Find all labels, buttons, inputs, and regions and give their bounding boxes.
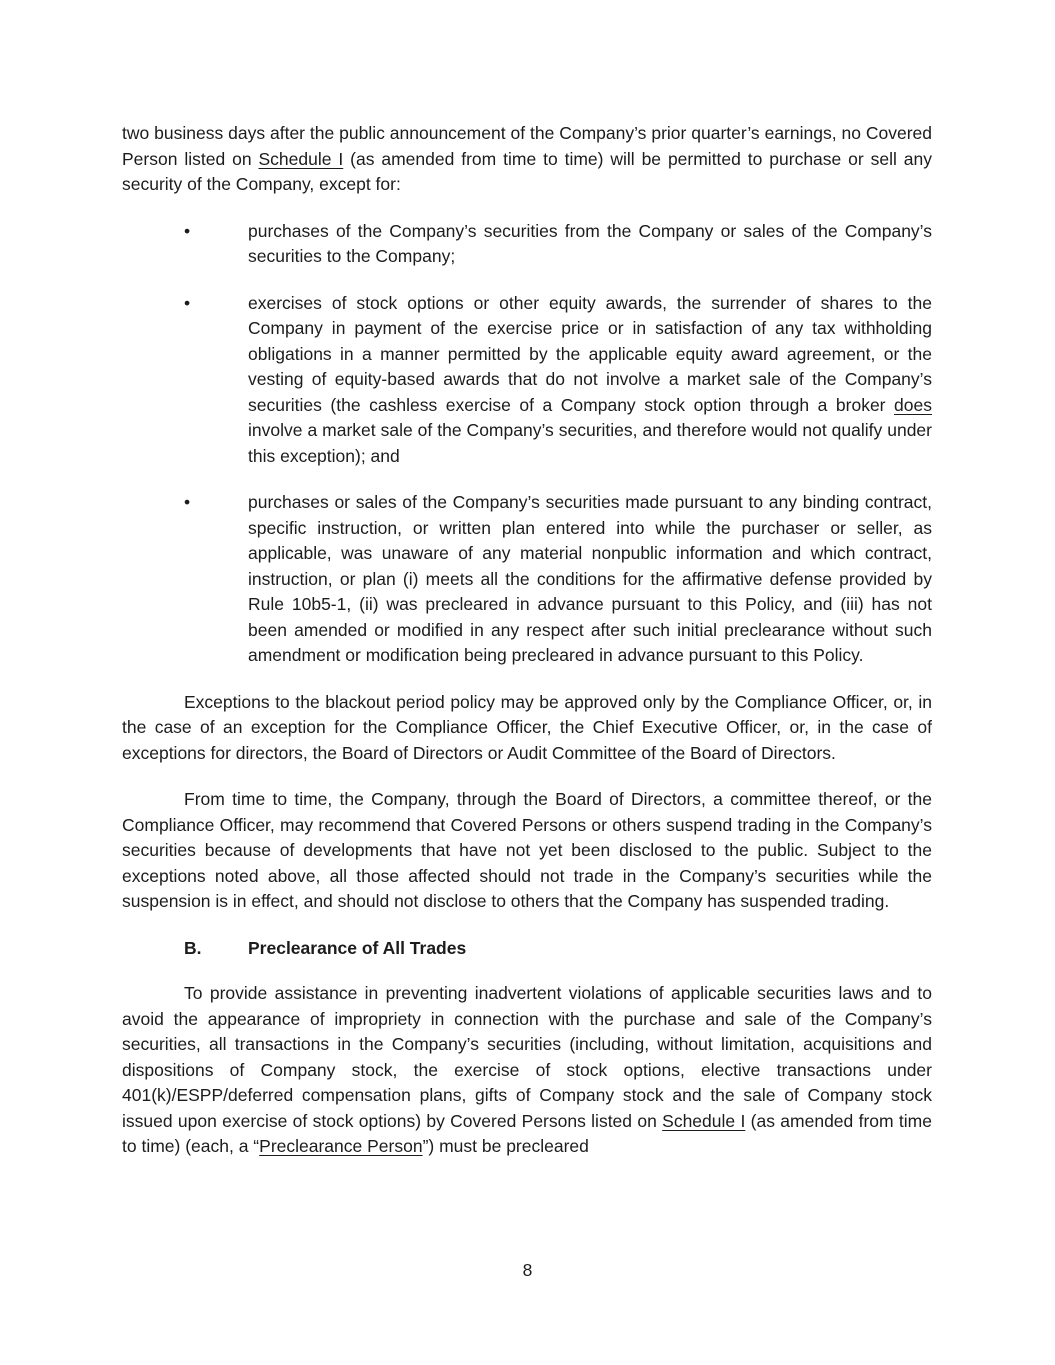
schedule-i-reference: Schedule I: [258, 148, 344, 169]
suspension-text: From time to time, the Company, through the Board of Directors, a committee thereof, or the Compliance Officer, may recommend that Covered Persons or others suspend trading in the Company’s securities because of developments that have not yet been disclosed to the public. Subject to the exceptions noted above, all those affected should not trade in the Company’s securities while the suspension is in effect, and should not disclose to others that the Company has suspended trading.: [122, 789, 932, 911]
section-heading-preclearance: [122, 936, 932, 962]
section-heading-letter: B.: [184, 937, 202, 958]
exceptions-paragraph: [122, 690, 932, 767]
preclearance-person-term: Preclearance Person: [259, 1136, 423, 1156]
intro-paragraph: [122, 121, 932, 198]
page-body: [122, 121, 932, 1181]
exceptions-text: Exceptions to the blackout period policy may be approved only by the Compliance Officer, or, in the case of an exception for the Compliance Officer, the Chief Executive Officer, or, in the case of exceptions for directors, the Board of Directors or Audit Committee of the Board of Directors.: [122, 691, 932, 763]
bullet-2-text-pre: exercises of stock options or other equity awards, the surrender of shares to the Company in payment of the exercise price or in satisfaction of any tax withholding obligations in a manner permitted by the applicable equity award agreement, or the vesting of equity-based awards that do not involve a market sale of the Company’s securities (the cashless exercise of a Company stock option through a broker: [248, 292, 932, 415]
bullet-icon: •: [184, 492, 191, 512]
intro-text-pre: two business days after the public announcement of the Company’s prior quarter’s earnings, no Covered Person listed on: [122, 123, 932, 169]
bullet-item-stock-option-exercises: [122, 291, 932, 470]
preclearance-text-3: ”) must be precleared: [422, 1136, 589, 1156]
schedule-i-reference: Schedule I: [662, 1110, 746, 1131]
intro-text-post: (as amended from time to time) will be permitted to purchase or sell any security of the Company, except for:: [122, 148, 933, 194]
section-heading-title: Preclearance of All Trades: [248, 937, 467, 958]
preclearance-text-1: To provide assistance in preventing inadvertent violations of applicable securities laws and to avoid the appearance of impropriety in connection with the purchase and sale of the Company’s securities, all transactions in the Company’s securities (including, without limitation, acquisitions and dispositions of Company stock, the exercise of stock options, elective transactions under 401(k)/ESPP/deferred compensation plans, gifts of Company stock and the sale of Company stock issued upon exercise of stock options) by Covered Persons listed on: [122, 983, 932, 1131]
bullet-3-text: purchases or sales of the Company’s securities made pursuant to any binding contract, specific instruction, or written plan entered into while the purchaser or seller, as applicable, was unaware of any material nonpublic information and which contract, instruction, or plan (i) meets all the conditions for the affirmative defense provided by Rule 10b5-1, (ii) was precleared in advance pursuant to this Policy, and (iii) has not been amended or modified in any respect after such initial preclearance without such amendment or modification being precleared in advance pursuant to this Policy.: [248, 492, 932, 665]
bullet-2-text-post: involve a market sale of the Company’s securities, and therefore would not qualify under this exception); and: [248, 420, 932, 466]
bullet-item-rule-10b5-1-plans: [122, 490, 932, 669]
bullet-1-text: purchases of the Company’s securities from the Company or sales of the Company’s securities to the Company;: [248, 220, 932, 266]
suspension-paragraph: [122, 787, 932, 915]
page-footer: [0, 1258, 1055, 1284]
page-number: 8: [522, 1260, 533, 1280]
preclearance-paragraph: [122, 981, 932, 1160]
bullet-item-purchases-sales-company: [122, 219, 932, 270]
bullet-icon: •: [184, 292, 191, 313]
bullet-icon: •: [184, 220, 191, 241]
bullet-2-emphasis-does: does: [894, 394, 932, 415]
preclearance-text-2: (as amended from time to time) (each, a “: [122, 1110, 932, 1156]
